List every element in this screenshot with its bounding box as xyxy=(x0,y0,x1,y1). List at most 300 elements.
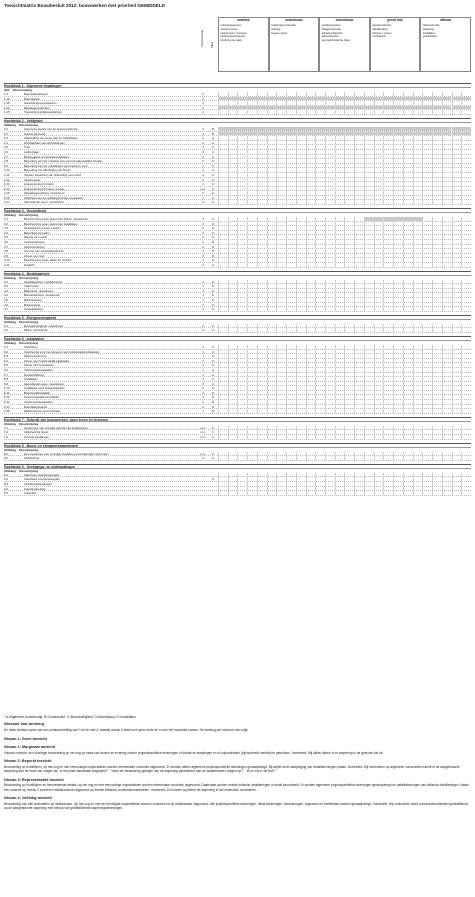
grid-cell xyxy=(374,191,384,195)
grid-cell xyxy=(364,395,374,399)
grid-cell xyxy=(344,289,354,293)
grid-cell xyxy=(257,245,267,249)
grid-cell xyxy=(344,350,354,354)
row-level: 2 xyxy=(202,105,204,110)
row-grid xyxy=(218,400,471,404)
grid-cell xyxy=(383,249,393,253)
grid-cell xyxy=(383,395,393,399)
row-name: Installaties voor brandveiligheid xyxy=(24,386,65,391)
grid-cell xyxy=(374,368,384,372)
grid-cell xyxy=(461,254,471,258)
grid-cell xyxy=(315,141,325,145)
grid-cell xyxy=(413,386,423,390)
grid-cell xyxy=(257,289,267,293)
grid-cell xyxy=(374,409,384,413)
grid-cell xyxy=(364,359,374,363)
grid-cell xyxy=(364,226,374,230)
grid-cell xyxy=(228,409,238,413)
grid-cell xyxy=(228,159,238,163)
grid-cell xyxy=(315,249,325,253)
row-level: 2 xyxy=(202,182,204,187)
row-grid xyxy=(218,368,471,372)
grid-cell xyxy=(247,92,257,96)
grid-cell xyxy=(237,226,247,230)
grid-cell xyxy=(364,409,374,413)
grid-cell xyxy=(257,97,267,101)
grid-cell xyxy=(296,426,306,430)
grid-cell xyxy=(383,145,393,149)
grid-cell xyxy=(432,240,442,244)
grid-cell xyxy=(218,405,228,409)
grid-cell xyxy=(461,97,471,101)
grid-cell xyxy=(218,409,228,413)
grid-cell xyxy=(335,97,345,101)
col-head-code: Afdeling xyxy=(4,421,16,426)
grid-cell xyxy=(228,280,238,284)
grid-cell xyxy=(432,382,442,386)
grid-cell xyxy=(452,345,462,349)
grid-cell xyxy=(383,386,393,390)
section xyxy=(4,271,471,312)
grid-cell xyxy=(247,359,257,363)
grid-cell xyxy=(393,168,403,172)
grid-cell xyxy=(237,145,247,149)
grid-cell xyxy=(432,235,442,239)
grid-cell xyxy=(267,200,277,204)
grid-cell xyxy=(276,187,286,191)
grid-cell xyxy=(413,430,423,434)
row-level: 1 xyxy=(202,307,204,312)
grid-cell xyxy=(354,235,364,239)
grid-cell xyxy=(325,191,335,195)
phase-item: dakafwerking xyxy=(372,27,388,31)
grid-cell xyxy=(325,293,335,297)
grid-cell xyxy=(276,477,286,481)
row-table: C xyxy=(211,168,215,173)
grid-cell xyxy=(403,391,413,395)
grid-cell xyxy=(374,354,384,358)
row-code: 3.2 xyxy=(4,221,9,226)
grid-cell xyxy=(393,359,403,363)
phase-item: metselwerk xyxy=(372,35,386,39)
grid-cell xyxy=(344,430,354,434)
row-grid xyxy=(218,127,471,131)
grid-cell xyxy=(237,435,247,439)
grid-cell xyxy=(257,391,267,395)
grid-cell xyxy=(257,168,267,172)
grid-cell xyxy=(257,258,267,262)
grid-cell xyxy=(461,303,471,307)
grid-cell xyxy=(335,456,345,460)
grid-cell xyxy=(432,226,442,230)
grid-cell xyxy=(364,159,374,163)
grid-cell xyxy=(432,141,442,145)
grid-cell xyxy=(257,477,267,481)
grid-cell xyxy=(335,178,345,182)
grid-cell xyxy=(237,92,247,96)
grid-cell xyxy=(354,298,364,302)
grid-cell xyxy=(344,200,354,204)
row-grid xyxy=(218,482,471,486)
grid-cell xyxy=(286,173,296,177)
grid-cell xyxy=(344,354,354,358)
grid-cell xyxy=(237,377,247,381)
phase-title: onderbouw xyxy=(285,18,303,22)
grid-cell xyxy=(296,182,306,186)
grid-cell xyxy=(247,101,257,105)
row-table: A xyxy=(212,230,214,235)
grid-cell xyxy=(413,350,423,354)
grid-cell xyxy=(335,200,345,204)
grid-cell xyxy=(364,487,374,491)
grid-cell xyxy=(413,245,423,249)
grid-cell xyxy=(237,368,247,372)
grid-cell xyxy=(461,245,471,249)
grid-cell xyxy=(247,280,257,284)
grid-cell xyxy=(267,307,277,311)
grid-cell xyxy=(442,173,452,177)
grid-cell xyxy=(374,324,384,328)
row-grid xyxy=(218,354,471,358)
grid-cell xyxy=(354,400,364,404)
grid-cell xyxy=(432,254,442,258)
grid-cell xyxy=(335,280,345,284)
grid-cell xyxy=(383,245,393,249)
grid-cell xyxy=(276,373,286,377)
grid-cell xyxy=(442,145,452,149)
grid-cell xyxy=(325,491,335,495)
grid-cell xyxy=(247,155,257,159)
grid-cell xyxy=(403,132,413,136)
grid-cell xyxy=(422,110,432,114)
grid-cell xyxy=(432,200,442,204)
row-code: 2.14 xyxy=(4,186,10,191)
grid-cell xyxy=(461,373,471,377)
grid-cell xyxy=(432,405,442,409)
grid-cell xyxy=(354,127,364,131)
grid-cell xyxy=(432,258,442,262)
row-level: 2 xyxy=(202,200,204,205)
grid-cell xyxy=(403,150,413,154)
row-code: 2.12 xyxy=(4,177,10,182)
grid-cell xyxy=(237,373,247,377)
grid-cell xyxy=(413,405,423,409)
row-level: 2 xyxy=(202,456,204,461)
grid-cell xyxy=(403,258,413,262)
grid-cell xyxy=(422,127,432,131)
row-level: 2 xyxy=(202,96,204,101)
grid-cell xyxy=(306,426,316,430)
grid-cell xyxy=(267,141,277,145)
grid-cell xyxy=(306,359,316,363)
grid-cell xyxy=(286,298,296,302)
grid-cell xyxy=(374,328,384,332)
grid-cell xyxy=(403,263,413,267)
phase-item: afwerking xyxy=(422,27,434,31)
grid-cell xyxy=(393,92,403,96)
col-head-desc: Omschrijving xyxy=(19,275,39,280)
grid-cell xyxy=(383,187,393,191)
grid-cell xyxy=(354,377,364,381)
grid-cell xyxy=(364,491,374,495)
grid-cell xyxy=(306,350,316,354)
grid-cell xyxy=(442,350,452,354)
matrix-header xyxy=(4,12,471,72)
col-head-desc: Omschrijving xyxy=(12,88,33,92)
grid-cell xyxy=(237,405,247,409)
grid-cell xyxy=(267,164,277,168)
grid-cell xyxy=(374,235,384,239)
col-head-desc: Omschrijving xyxy=(19,421,39,426)
row-table: A xyxy=(212,195,214,200)
grid-cell xyxy=(296,368,306,372)
grid-cell xyxy=(344,298,354,302)
grid-cell xyxy=(247,226,257,230)
grid-cell xyxy=(442,368,452,372)
row-code: 2.2 xyxy=(4,131,9,136)
grid-cell xyxy=(286,258,296,262)
grid-cell xyxy=(403,226,413,230)
phase-0 xyxy=(218,17,269,72)
grid-cell xyxy=(374,491,384,495)
grid-cell xyxy=(354,196,364,200)
grid-cell xyxy=(286,245,296,249)
grid-cell xyxy=(354,182,364,186)
grid-cell xyxy=(276,101,286,105)
grid-cell xyxy=(257,307,267,311)
grid-cell xyxy=(315,150,325,154)
grid-cell xyxy=(413,92,423,96)
col-head-code: Afdeling xyxy=(4,447,16,452)
grid-cell xyxy=(422,222,432,226)
grid-cell xyxy=(383,477,393,481)
grid-cell xyxy=(374,386,384,390)
grid-cell xyxy=(442,196,452,200)
row-code: 1.1 xyxy=(4,92,9,96)
grid-cell xyxy=(364,97,374,101)
grid-cell xyxy=(267,145,277,149)
grid-cell xyxy=(344,386,354,390)
section xyxy=(4,83,471,115)
grid-cell xyxy=(461,456,471,460)
grid-cell xyxy=(267,456,277,460)
grid-cell xyxy=(315,345,325,349)
level-text: Beoordeling van alle onderdelen op detailniveau. Op het oog en met de benodigde hulpmiddelen worden controles tot op detailniveau uitgevoerd. Alle projectspecifieke tekeningen, detail-tekeningen, berekeningen, rapporten en certificaten worden geraadpleegd. Voorbeeld: Wij controleren ieder constructieonderdeel gedetailleerd op de aangebrachte wapening met behulp van gedetailleerde wapeningstekeningen. xyxy=(4,801,468,811)
grid-cell xyxy=(306,200,316,204)
grid-cell xyxy=(374,240,384,244)
grid-cell xyxy=(335,345,345,349)
grid-cell xyxy=(422,231,432,235)
row-name: Afvoer van rook xyxy=(24,253,45,258)
grid-cell xyxy=(286,217,296,221)
grid-cell xyxy=(306,168,316,172)
grid-cell xyxy=(442,106,452,110)
grid-cell xyxy=(383,482,393,486)
grid-cell xyxy=(276,363,286,367)
row-level: 1 xyxy=(202,349,204,354)
grid-cell xyxy=(432,482,442,486)
grid-cell xyxy=(364,373,374,377)
grid-cell xyxy=(452,350,462,354)
grid-cell xyxy=(393,280,403,284)
row-level: 2 xyxy=(202,249,204,254)
grid-cell xyxy=(286,473,296,477)
grid-cell xyxy=(422,150,432,154)
grid-cell xyxy=(354,426,364,430)
grid-cell xyxy=(344,359,354,363)
grid-cell xyxy=(364,363,374,367)
grid-cell xyxy=(296,456,306,460)
row-level: n.v.t. xyxy=(199,186,207,191)
grid-cell xyxy=(257,409,267,413)
row-code: 6.7 xyxy=(4,372,9,377)
grid-cell xyxy=(247,386,257,390)
row-name: Begripsbepalingen xyxy=(24,92,48,96)
grid-cell xyxy=(432,178,442,182)
grid-cell xyxy=(306,345,316,349)
grid-cell xyxy=(452,391,462,395)
grid-cell xyxy=(354,217,364,221)
grid-cell xyxy=(422,452,432,456)
row-table: A xyxy=(212,288,214,293)
grid-cell xyxy=(325,240,335,244)
grid-cell xyxy=(296,293,306,297)
grid-cell xyxy=(335,354,345,358)
grid-cell xyxy=(325,168,335,172)
grid-cell xyxy=(218,328,228,332)
grid-cell xyxy=(413,141,423,145)
phase-2 xyxy=(319,17,370,72)
row-table: D xyxy=(211,390,215,395)
row-level: 1 xyxy=(202,258,204,263)
row-level: 2 xyxy=(202,263,204,267)
grid-cell xyxy=(247,263,257,267)
grid-cell xyxy=(403,217,413,221)
grid-cell xyxy=(325,173,335,177)
grid-cell xyxy=(325,150,335,154)
grid-cell xyxy=(344,382,354,386)
grid-cell xyxy=(276,150,286,154)
grid-cell xyxy=(257,106,267,110)
grid-cell xyxy=(237,141,247,145)
grid-cell xyxy=(403,101,413,105)
grid-cell xyxy=(354,477,364,481)
grid-cell xyxy=(432,106,442,110)
row-code: 6.10 xyxy=(4,386,10,391)
grid-cell xyxy=(306,254,316,258)
grid-cell xyxy=(325,101,335,105)
grid-cell xyxy=(247,217,257,221)
grid-cell xyxy=(413,164,423,168)
grid-cell xyxy=(383,473,393,477)
grid-cell xyxy=(325,359,335,363)
grid-cell xyxy=(276,491,286,495)
grid-cell xyxy=(393,145,403,149)
row-name: Beperking van het ontstaan van een brandgevaarlijke situatie xyxy=(24,159,103,164)
grid-cell xyxy=(364,456,374,460)
grid-cell xyxy=(442,363,452,367)
grid-cell xyxy=(383,178,393,182)
grid-cell xyxy=(257,354,267,358)
grid-cell xyxy=(237,307,247,311)
grid-cell xyxy=(413,382,423,386)
row-table: C xyxy=(211,328,215,333)
grid-cell xyxy=(325,110,335,114)
grid-cell xyxy=(461,487,471,491)
grid-cell xyxy=(315,328,325,332)
grid-cell xyxy=(325,395,335,399)
grid-cell xyxy=(276,328,286,332)
grid-cell xyxy=(442,92,452,96)
row-name: Vluchtrouteaanduiding xyxy=(24,400,53,405)
grid-cell xyxy=(442,298,452,302)
grid-cell xyxy=(257,101,267,105)
grid-cell xyxy=(267,240,277,244)
row-name: Afscheiding van vloer, trap en hellingbaan xyxy=(24,136,78,141)
grid-cell xyxy=(403,482,413,486)
grid-cell xyxy=(315,159,325,163)
grid-cell xyxy=(218,235,228,239)
grid-cell xyxy=(442,127,452,131)
grid-cell xyxy=(413,456,423,460)
grid-cell xyxy=(374,164,384,168)
grid-cell xyxy=(228,187,238,191)
grid-cell xyxy=(247,400,257,404)
row-grid xyxy=(218,391,471,395)
grid-cell xyxy=(247,284,257,288)
grid-cell xyxy=(393,235,403,239)
grid-cell xyxy=(344,473,354,477)
grid-cell xyxy=(325,487,335,491)
grid-cell xyxy=(218,293,228,297)
grid-cell xyxy=(257,373,267,377)
grid-cell xyxy=(228,110,238,114)
level-heading: Niveau 1: Geen toezicht xyxy=(4,736,47,741)
grid-cell xyxy=(422,280,432,284)
grid-cell xyxy=(452,477,462,481)
grid-cell xyxy=(403,245,413,249)
grid-cell xyxy=(276,435,286,439)
grid-cell xyxy=(315,456,325,460)
level-text: Beoordeling op hoofdlijnen en kenmerkende details, op het oog en met eenvoudige hulpmiddelen worden elementaire controles uitgevoerd. Daarnaast worden enkele kritische detailleringen in detail beoordeeld. Er worden algemene projectspecifieke tekeningen geraadpleegd en detailtekeningen van kritische detailleringen. Naast een controle op niveau 2 wordt een detailcontrole uitgevoerd op enkele kritische constructieonderdelen. Voorbeeld: Zo kunnen wij alleen de wapening in de hoekkolom controleren. xyxy=(4,783,469,792)
grid-cell xyxy=(374,101,384,105)
section xyxy=(4,336,471,414)
grid-cell xyxy=(257,328,267,332)
grid-cell xyxy=(296,289,306,293)
grid-cell xyxy=(452,217,462,221)
grid-cell xyxy=(393,240,403,244)
grid-cell xyxy=(383,217,393,221)
grid-cell xyxy=(228,235,238,239)
row-grid xyxy=(218,298,471,302)
grid-cell xyxy=(422,263,432,267)
grid-cell xyxy=(218,400,228,404)
grid-cell xyxy=(374,141,384,145)
grid-cell xyxy=(257,92,267,96)
grid-cell xyxy=(306,178,316,182)
grid-cell xyxy=(218,284,228,288)
grid-cell xyxy=(228,363,238,367)
row-code: 3.8 xyxy=(4,249,9,254)
grid-cell xyxy=(267,473,277,477)
grid-cell xyxy=(237,400,247,404)
row-code: 2.15 xyxy=(4,191,10,196)
grid-cell xyxy=(461,187,471,191)
grid-cell xyxy=(247,491,257,495)
grid-cell xyxy=(442,110,452,114)
phase-item: uitgravingen / bouwput xyxy=(220,31,247,35)
grid-cell xyxy=(442,191,452,195)
